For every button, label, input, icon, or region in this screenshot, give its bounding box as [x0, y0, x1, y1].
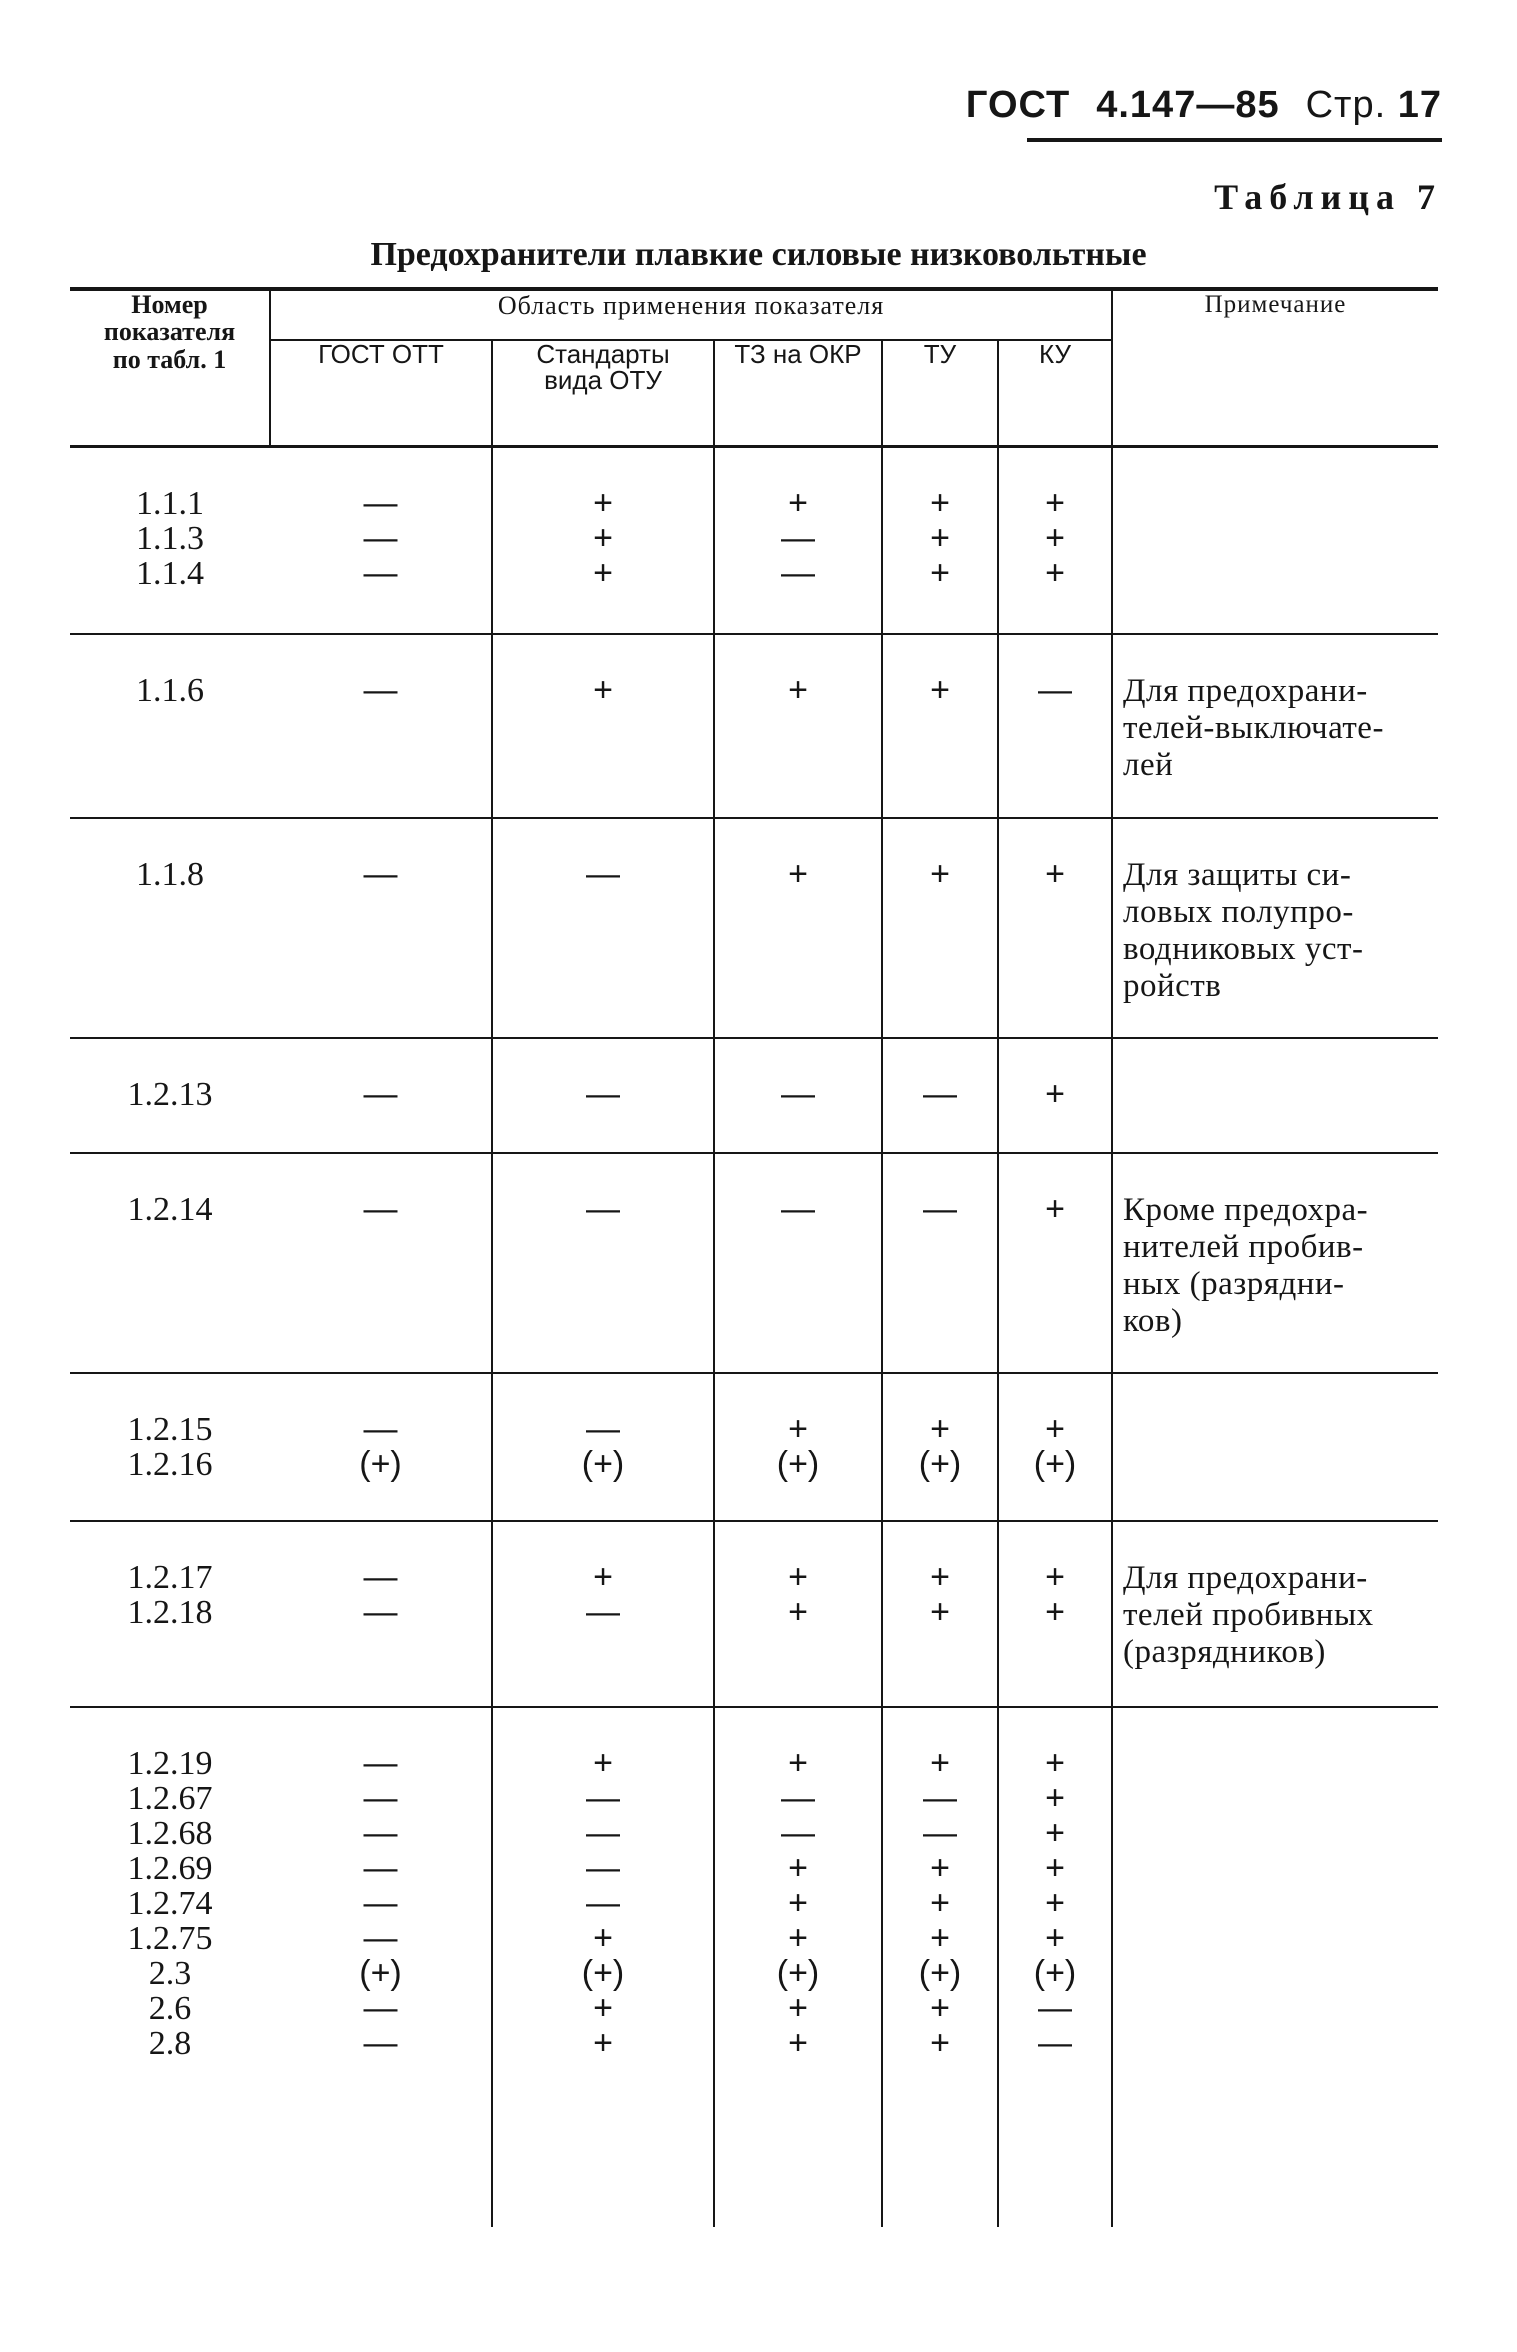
standard-label: ГОСТ	[965, 84, 1071, 126]
tu-mark: +	[930, 670, 950, 709]
tz-okr-mark: +	[788, 1557, 808, 1596]
table-row	[70, 634, 1438, 818]
tu-cell	[882, 447, 998, 634]
table-body	[70, 447, 1438, 2227]
note-line: телей пробивных	[1123, 1596, 1374, 1633]
tu-mark: —	[923, 1074, 957, 1113]
otu-mark: —	[586, 1813, 620, 1852]
otu-mark: +	[593, 670, 613, 709]
header-rule	[1027, 138, 1442, 142]
ku-cell	[998, 1373, 1112, 1521]
tz-okr-cell	[714, 1521, 882, 1707]
tz-okr-cell	[714, 447, 882, 634]
indicator-number-cell	[70, 1373, 270, 1521]
tz-okr-cell	[714, 634, 882, 818]
table-row	[70, 1707, 1438, 2227]
indicator-number-cell	[70, 1153, 270, 1373]
otu-mark: +	[593, 1557, 613, 1596]
tz-okr-mark: +	[788, 1883, 808, 1922]
ku-mark: +	[1045, 854, 1065, 893]
tz-okr-cell	[714, 1153, 882, 1373]
gost-ott-cell	[270, 447, 492, 634]
tu-cell	[882, 818, 998, 1038]
note-line: нителей пробив-	[1123, 1228, 1364, 1265]
gost-ott-cell	[270, 634, 492, 818]
tu-mark: +	[930, 1988, 950, 2027]
otu-mark: +	[593, 484, 613, 522]
tu-cell	[882, 634, 998, 818]
ku-cell	[998, 634, 1112, 818]
indicator-number: 1.2.18	[127, 1593, 213, 1631]
indicator-number: 1.2.67	[127, 1779, 213, 1817]
gost-ott-mark: (+)	[359, 1953, 402, 1992]
gost-ott-mark: —	[363, 554, 398, 592]
tu-mark: +	[930, 554, 950, 592]
tz-okr-mark: +	[788, 1409, 808, 1448]
gost-ott-mark: —	[363, 484, 398, 522]
table-row	[70, 447, 1438, 634]
tz-okr-mark: +	[788, 2023, 808, 2062]
ku-mark: +	[1045, 1592, 1065, 1631]
tz-okr-cell	[714, 818, 882, 1038]
tu-mark: +	[930, 1883, 950, 1922]
ku-mark: +	[1045, 1813, 1065, 1852]
standard-number: 4.147—85	[1096, 84, 1280, 126]
otu-cell	[492, 818, 714, 1038]
ku-mark: —	[1038, 2023, 1072, 2062]
tz-okr-mark: +	[788, 1743, 808, 1782]
indicator-number: 1.2.13	[127, 1075, 213, 1113]
ku-mark: +	[1045, 519, 1065, 557]
tz-okr-mark: +	[788, 1592, 808, 1631]
tu-mark: +	[930, 1743, 950, 1782]
tu-cell	[882, 1521, 998, 1707]
gost-ott-cell	[270, 1038, 492, 1153]
indicator-number: 2.6	[148, 1989, 192, 2027]
table-title: Предохранители плавкие силовые низковольтные	[370, 236, 1147, 273]
indicator-number-cell	[70, 818, 270, 1038]
otu-mark: —	[586, 854, 620, 893]
tu-mark: (+)	[918, 1444, 962, 1483]
gost-ott-cell	[270, 818, 492, 1038]
ku-mark: +	[1045, 1883, 1065, 1922]
otu-mark: +	[593, 1743, 613, 1782]
ku-mark: +	[1045, 1778, 1065, 1817]
gost-ott-mark: —	[363, 1743, 398, 1782]
otu-mark: —	[586, 1189, 620, 1228]
gost-ott-mark: —	[363, 854, 398, 893]
ku-cell	[998, 447, 1112, 634]
otu-mark: —	[586, 1409, 620, 1448]
note-line: телей-выключате-	[1123, 709, 1384, 746]
ku-mark: +	[1045, 484, 1065, 522]
note-line: Для защиты си-	[1123, 856, 1352, 893]
note-line: ройств	[1123, 967, 1222, 1004]
col-header-otu-line: Стандарты	[536, 339, 670, 369]
tz-okr-mark: —	[781, 1189, 815, 1228]
col-header-number-line: Номер	[131, 290, 208, 319]
ku-cell	[998, 1153, 1112, 1373]
gost-ott-mark: —	[363, 1883, 398, 1922]
tz-okr-cell	[714, 1373, 882, 1521]
col-header-gost-ott: ГОСТ ОТТ	[270, 340, 492, 447]
page-label: Стр.	[1305, 84, 1387, 126]
tu-mark: +	[930, 519, 950, 557]
note-cell	[1112, 1153, 1438, 1373]
otu-mark: +	[593, 519, 613, 557]
col-header-tz-okr: ТЗ на ОКР	[714, 340, 882, 447]
tz-okr-mark: +	[788, 1918, 808, 1957]
gost-ott-mark: —	[363, 2023, 398, 2062]
gost-ott-cell	[270, 1707, 492, 2227]
otu-mark: (+)	[581, 1444, 625, 1483]
note-line: (разрядников)	[1123, 1633, 1326, 1670]
indicator-number: 2.3	[148, 1954, 192, 1992]
gost-ott-mark: —	[363, 1074, 398, 1113]
tz-okr-mark: +	[788, 854, 808, 893]
ku-mark: +	[1045, 1743, 1065, 1782]
table-row	[70, 1153, 1438, 1373]
table-row	[70, 1521, 1438, 1707]
ku-mark: +	[1045, 1074, 1065, 1113]
tu-mark: +	[930, 1592, 950, 1631]
tu-mark: +	[930, 484, 950, 522]
gost-ott-cell	[270, 1521, 492, 1707]
tu-mark: +	[930, 1557, 950, 1596]
otu-mark: —	[586, 1074, 620, 1113]
ku-mark: +	[1045, 1848, 1065, 1887]
otu-mark: —	[586, 1848, 620, 1887]
otu-cell	[492, 1707, 714, 2227]
note-line: Для предохрани-	[1123, 672, 1368, 709]
tz-okr-mark: +	[788, 484, 808, 522]
note-cell	[1112, 1373, 1438, 1521]
tu-mark: +	[930, 1918, 950, 1957]
gost-ott-mark: —	[363, 1988, 398, 2027]
indicator-number: 2.8	[148, 2024, 192, 2062]
table-row	[70, 1038, 1438, 1153]
gost-ott-mark: —	[363, 1918, 398, 1957]
ku-mark: +	[1045, 1189, 1065, 1228]
otu-mark: (+)	[581, 1953, 625, 1992]
ku-mark: +	[1045, 1409, 1065, 1448]
otu-mark: —	[586, 1592, 620, 1631]
tz-okr-mark: +	[788, 1848, 808, 1887]
indicator-number-cell	[70, 634, 270, 818]
indicator-number: 1.2.19	[127, 1744, 213, 1782]
col-header-ku: КУ	[998, 340, 1112, 447]
note-line: ловых полупро-	[1123, 893, 1354, 930]
table-row	[70, 1373, 1438, 1521]
indicator-number: 1.2.14	[127, 1190, 213, 1228]
tz-okr-mark: +	[788, 670, 808, 709]
otu-cell	[492, 1153, 714, 1373]
tz-okr-mark: +	[788, 1988, 808, 2027]
indicator-number-cell	[70, 1038, 270, 1153]
indicator-number-cell	[70, 447, 270, 634]
indicator-number: 1.1.6	[136, 671, 204, 709]
gost-ott-mark: —	[363, 1592, 398, 1631]
ku-cell	[998, 1521, 1112, 1707]
note-line: Для предохрани-	[1123, 1559, 1368, 1596]
otu-mark: +	[593, 554, 613, 592]
otu-cell	[492, 1373, 714, 1521]
note-cell	[1112, 447, 1438, 634]
gost-ott-mark: —	[363, 1778, 398, 1817]
ku-mark: +	[1045, 1557, 1065, 1596]
tz-okr-cell	[714, 1707, 882, 2227]
indicator-number: 1.2.17	[127, 1558, 213, 1596]
indicator-number-cell	[70, 1707, 270, 2227]
indicator-number-cell	[70, 1521, 270, 1707]
tu-mark: +	[930, 1409, 950, 1448]
ku-cell	[998, 1707, 1112, 2227]
note-cell	[1112, 1707, 1438, 2227]
tu-mark: +	[930, 2023, 950, 2062]
note-cell	[1112, 818, 1438, 1038]
col-header-number-line: по табл. 1	[112, 344, 227, 374]
ku-cell	[998, 1038, 1112, 1153]
gost-ott-mark: (+)	[359, 1444, 402, 1483]
tu-cell	[882, 1153, 998, 1373]
table-number: Таблица 7	[1214, 177, 1442, 217]
ku-mark: (+)	[1033, 1953, 1077, 1992]
tu-cell	[882, 1707, 998, 2227]
ku-mark: —	[1038, 1988, 1072, 2027]
ku-mark: +	[1045, 554, 1065, 592]
tz-okr-mark: (+)	[776, 1953, 820, 1992]
tu-mark: +	[930, 854, 950, 893]
tz-okr-mark: —	[781, 1813, 815, 1852]
tz-okr-mark: —	[781, 1778, 815, 1817]
tz-okr-mark: —	[781, 554, 815, 592]
indicator-number: 1.2.69	[127, 1849, 213, 1887]
note-cell	[1112, 634, 1438, 818]
col-header-note: Примечание	[1112, 289, 1438, 447]
otu-cell	[492, 1038, 714, 1153]
indicators-table	[70, 287, 1438, 2227]
ku-mark: (+)	[1033, 1444, 1077, 1483]
gost-ott-mark: —	[363, 1189, 398, 1228]
note-line: ков)	[1123, 1302, 1183, 1339]
otu-mark: +	[593, 2023, 613, 2062]
tu-mark: (+)	[918, 1953, 962, 1992]
col-header-number	[70, 289, 270, 447]
page-number: 17	[1397, 84, 1442, 126]
tz-okr-mark: —	[781, 1074, 815, 1113]
indicator-number: 1.2.74	[127, 1884, 213, 1922]
table-row	[70, 818, 1438, 1038]
otu-cell	[492, 634, 714, 818]
indicator-number: 1.2.15	[127, 1410, 213, 1448]
gost-ott-mark: —	[363, 1557, 398, 1596]
otu-cell	[492, 1521, 714, 1707]
note-line: лей	[1123, 746, 1174, 783]
note-cell	[1112, 1521, 1438, 1707]
ku-mark: +	[1045, 1918, 1065, 1957]
otu-mark: —	[586, 1778, 620, 1817]
col-header-otu-line: вида ОТУ	[544, 365, 662, 395]
ku-mark: —	[1038, 670, 1072, 709]
note-line: Кроме предохра-	[1123, 1191, 1369, 1228]
otu-cell	[492, 447, 714, 634]
tz-okr-cell	[714, 1038, 882, 1153]
note-cell	[1112, 1038, 1438, 1153]
tu-mark: —	[923, 1778, 957, 1817]
gost-ott-mark: —	[363, 670, 398, 709]
tu-cell	[882, 1038, 998, 1153]
gost-ott-mark: —	[363, 1409, 398, 1448]
indicator-number: 1.2.16	[127, 1445, 213, 1483]
indicator-number: 1.1.1	[136, 485, 204, 522]
indicator-number: 1.1.3	[136, 520, 204, 557]
tz-okr-mark: —	[781, 519, 815, 557]
gost-ott-cell	[270, 1153, 492, 1373]
note-line: водниковых уст-	[1123, 930, 1364, 967]
col-header-tu: ТУ	[882, 340, 998, 447]
col-header-number-line: показателя	[103, 317, 236, 347]
col-header-area: Область применения показателя	[270, 289, 1112, 340]
note-line: ных (разрядни-	[1123, 1265, 1345, 1302]
tu-mark: —	[923, 1813, 957, 1852]
gost-ott-cell	[270, 1373, 492, 1521]
otu-mark: +	[593, 1988, 613, 2027]
indicator-number: 1.1.8	[136, 855, 204, 893]
indicator-number: 1.2.75	[127, 1919, 213, 1957]
indicator-number: 1.1.4	[136, 555, 204, 592]
otu-mark: +	[593, 1918, 613, 1957]
indicator-number: 1.2.68	[127, 1814, 213, 1852]
col-header-otu	[492, 340, 714, 447]
page-header	[966, 84, 1442, 127]
tu-mark: +	[930, 1848, 950, 1887]
gost-ott-mark: —	[363, 1813, 398, 1852]
tz-okr-mark: (+)	[776, 1444, 820, 1483]
gost-ott-mark: —	[363, 1848, 398, 1887]
otu-mark: —	[586, 1883, 620, 1922]
gost-ott-mark: —	[363, 519, 398, 557]
tu-cell	[882, 1373, 998, 1521]
table-header	[70, 289, 1438, 447]
tu-mark: —	[923, 1189, 957, 1228]
ku-cell	[998, 818, 1112, 1038]
